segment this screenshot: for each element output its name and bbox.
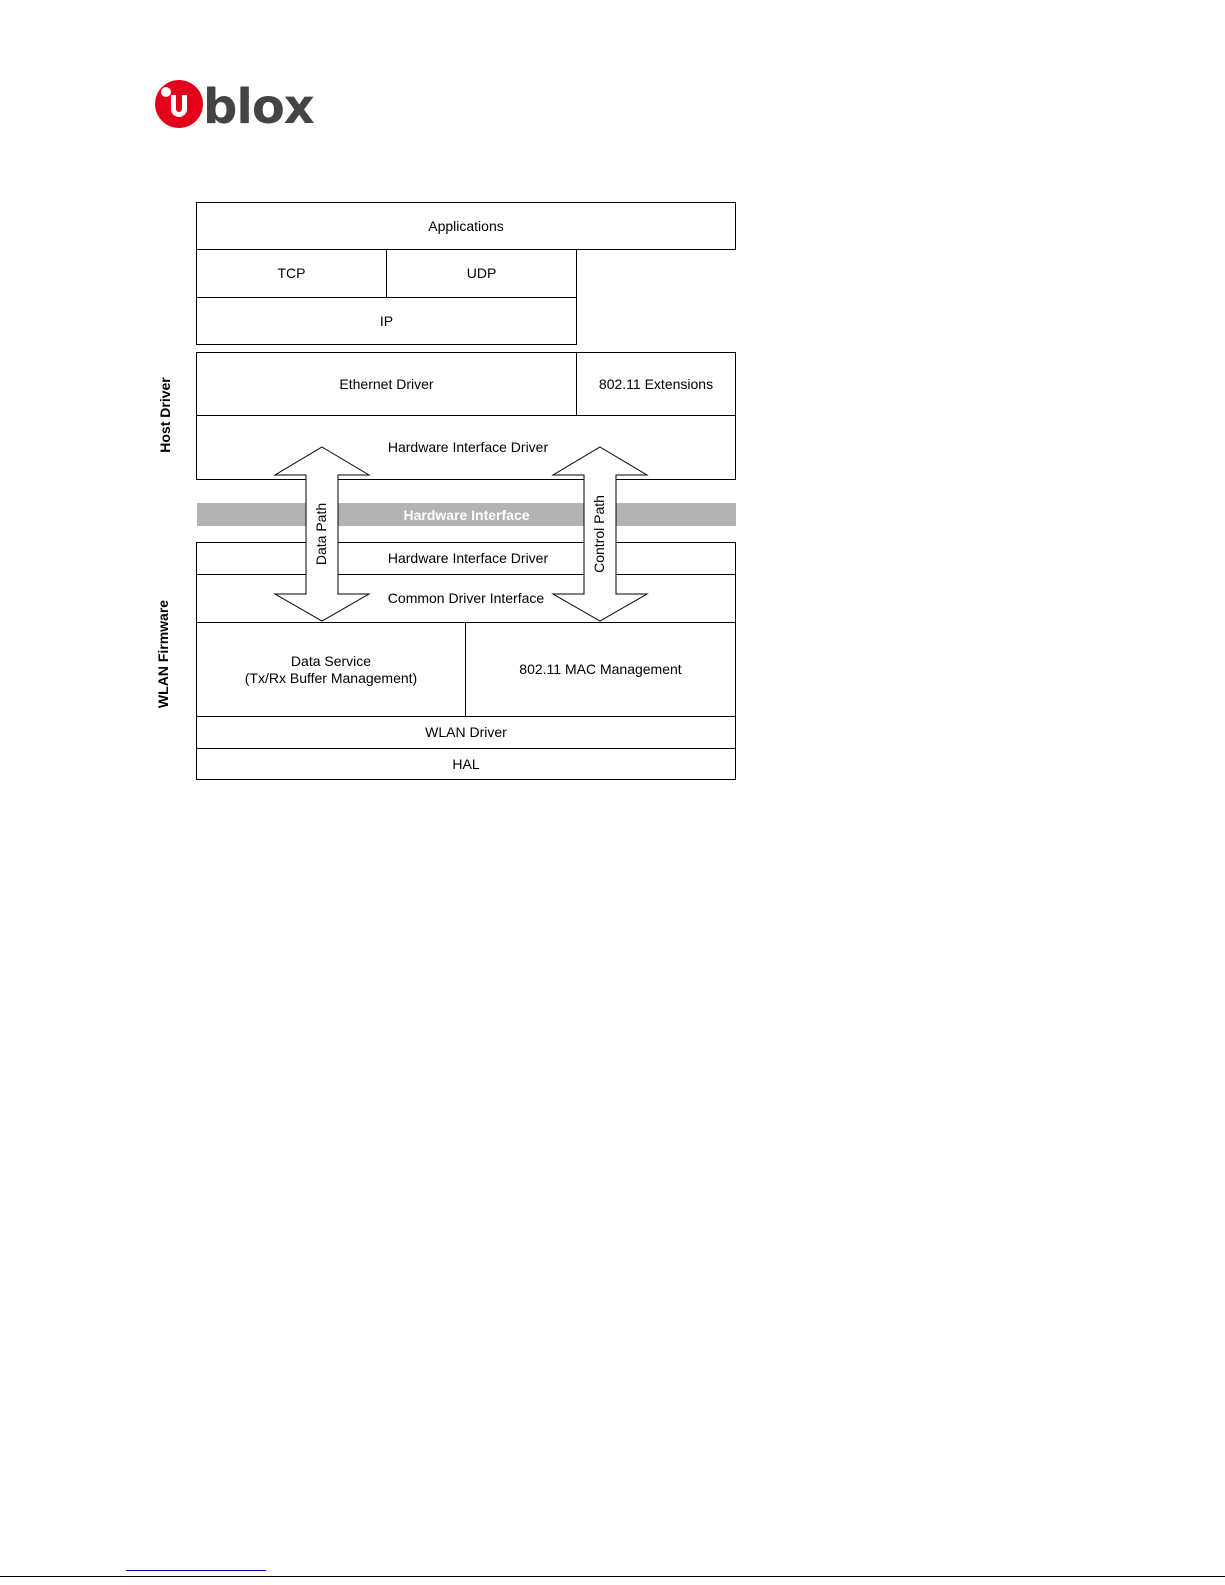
hardware-interface-band: Hardware Interface xyxy=(197,503,736,526)
data-service-title: Data Service xyxy=(290,652,372,669)
ip-layer: IP xyxy=(196,297,577,345)
host-hw-interface-driver-layer: Hardware Interface Driver xyxy=(196,415,736,480)
logo-text: blox xyxy=(203,79,314,135)
ethernet-driver-layer: Ethernet Driver xyxy=(196,352,577,416)
applications-layer: Applications xyxy=(196,202,736,250)
hal-layer: HAL xyxy=(196,748,736,780)
control-path-label: Control Path xyxy=(591,495,607,573)
footer-link-underline xyxy=(126,1570,266,1571)
udp-layer: UDP xyxy=(386,249,577,298)
extensions-layer: 802.11 Extensions xyxy=(576,352,736,416)
data-service-subtitle: (Tx/Rx Buffer Management) xyxy=(244,669,418,686)
tcp-layer: TCP xyxy=(196,249,387,298)
data-path-label: Data Path xyxy=(313,502,329,566)
common-driver-interface-layer: Common Driver Interface xyxy=(196,574,736,623)
fw-hw-interface-driver-layer: Hardware Interface Driver xyxy=(196,542,736,575)
wlan-driver-layer: WLAN Driver xyxy=(196,716,736,749)
mac-management-layer: 802.11 MAC Management xyxy=(465,622,736,717)
host-driver-label: Host Driver xyxy=(157,377,173,453)
wlan-firmware-label: WLAN Firmware xyxy=(155,599,171,709)
footer-rule xyxy=(0,1576,1225,1577)
